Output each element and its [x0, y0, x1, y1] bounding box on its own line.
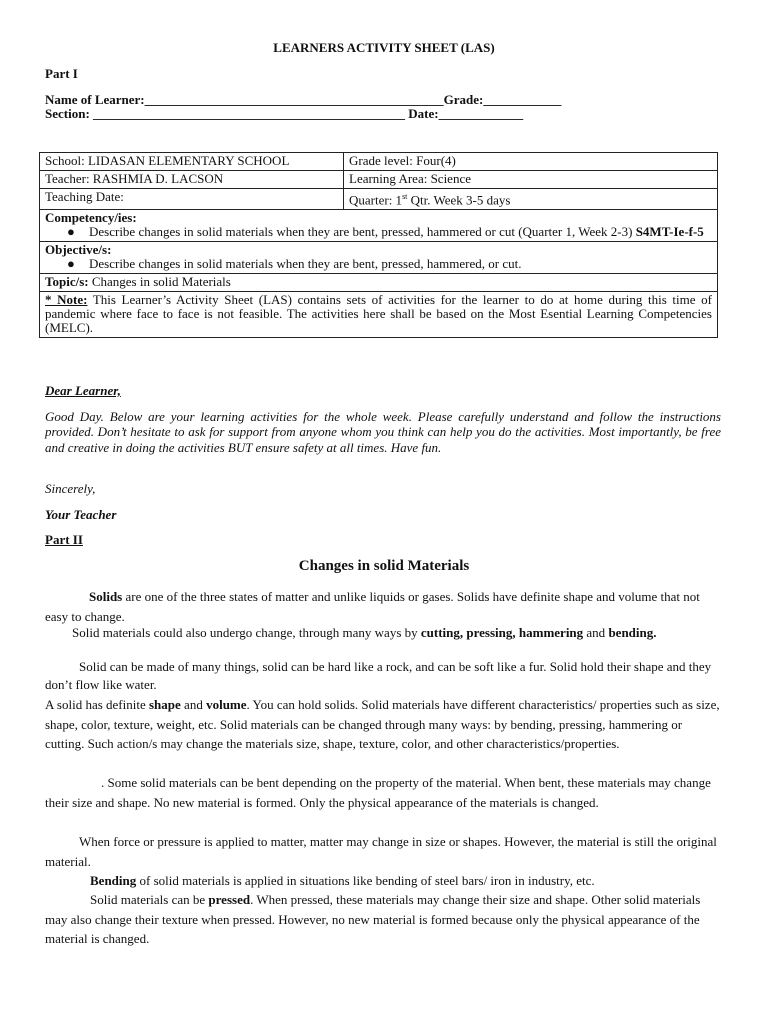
name-grade-line	[45, 92, 561, 107]
paragraph-bent: . Some solid materials can be bent depending on the property of the material. When bent, these materials may change their size and shape. No new material is formed. Only the physical appearance of the materials is changed.	[45, 775, 711, 810]
bullet-icon: ●	[67, 224, 75, 240]
date-field[interactable]: _____________	[438, 106, 524, 121]
table-row	[40, 242, 718, 274]
letter-signature: Your Teacher	[45, 507, 117, 522]
competency-text: Describe changes in solid materials when they are bent, pressed, hammered or cut (Quarter 1, Week 2-3) S4MT-Ie-f-5	[89, 224, 704, 240]
table-row	[40, 153, 718, 171]
part-one-heading: Part I	[45, 66, 78, 81]
topic-cell	[40, 274, 718, 292]
section-date-line	[45, 106, 523, 121]
note-text: This Learner’s Activity Sheet (LAS) contains sets of activities for the learner to do at home during this time of pandemic where face to face is not feasible. The activities here shall be based on the Most Esential Learning Competencies (MELC).	[45, 292, 712, 336]
table-row	[40, 171, 718, 189]
table-row	[40, 274, 718, 292]
quarter-suffix: Qtr. Week 3-5 days	[407, 192, 511, 208]
grade-level-cell: Grade level: Four(4)	[344, 153, 718, 171]
competency-code: S4MT-Ie-f-5	[635, 224, 704, 240]
letter-salutation: Dear Learner,	[45, 383, 121, 398]
date-label: Date:	[408, 106, 439, 121]
school-cell: School: LIDASAN ELEMENTARY SCHOOL	[40, 153, 344, 171]
paragraph-solids: Solids are one of the three states of matter and unlike liquids or gases. Solids have definite shape and volume that not easy to change.	[45, 589, 700, 624]
objective-text: Describe changes in solid materials when they are bent, pressed, hammered, or cut.	[89, 256, 522, 272]
grade-label: Grade:	[443, 92, 484, 107]
objective-cell	[40, 242, 718, 274]
paragraph-definite-shape: A solid has definite shape and volume. You can hold solids. Solid materials have different characteristics/ properties such as size, shape, color, texture, weight, etc. Solid materials can be changed through many ways: by bending, pressing, hammering or cutting. Such action/s may change the materials size, shape, texture, color, and other characteristics/properties.	[45, 697, 720, 751]
sheet-title: LEARNERS ACTIVITY SHEET (LAS)	[273, 40, 495, 55]
paragraph-made-of: Solid can be made of many things, solid can be hard like a rock, and can be soft like a fur. Solid hold their shape and they don’t flow like water.	[45, 659, 712, 692]
table-row	[40, 189, 718, 210]
name-label: Name of Learner:	[45, 92, 145, 107]
note-cell	[40, 292, 718, 338]
info-table	[39, 152, 718, 338]
competency-cell	[40, 210, 718, 242]
name-field[interactable]: ______________________________________________	[144, 92, 444, 107]
grade-field[interactable]: ____________	[483, 92, 562, 107]
section-title: Changes in solid Materials	[298, 558, 470, 574]
table-row	[40, 210, 718, 242]
topic-label: Topic/s:	[45, 274, 89, 290]
topic-text: Changes in solid Materials	[91, 274, 231, 290]
part-two-heading: Part II	[45, 532, 83, 547]
letter-body: Good Day. Below are your learning activities for the whole week. Please carefully understand and follow the instructions provided. Don’t hesitate to ask for support from anyone whom you think can help you do the activities. Most importantly, be free and creative in doing the activities BUT ensure safety at all times. Have fun.	[45, 409, 721, 455]
quarter-cell	[344, 189, 718, 210]
competency-label: Competency/ies:	[45, 210, 137, 226]
teacher-cell: Teacher: RASHMIA D. LACSON	[40, 171, 344, 189]
teaching-date-cell: Teaching Date:	[40, 189, 344, 210]
bullet-icon: ●	[67, 256, 75, 272]
section-field[interactable]: ________________________________________________	[93, 106, 406, 121]
objective-item	[45, 257, 712, 271]
paragraph-bending: Bending of solid materials is applied in situations like bending of steel bars/ iron in industry, etc.	[90, 873, 595, 888]
section-label: Section:	[45, 106, 90, 121]
paragraph-pressed: Solid materials can be pressed. When pressed, these materials may change their size and shape. Other solid materials may also change their texture when pressed. However, no new material is formed because only the physical appearance of the material is changed.	[45, 892, 701, 946]
letter-closing: Sincerely,	[45, 481, 96, 496]
table-row	[40, 292, 718, 338]
competency-item	[45, 225, 712, 239]
paragraph-ways: Solid materials could also undergo change, through many ways by cutting, pressing, hammering and bending.	[72, 625, 657, 640]
quarter-superscript: st	[402, 192, 408, 201]
note-label: * Note:	[45, 292, 88, 308]
quarter-prefix: Quarter: 1	[349, 192, 403, 208]
learning-area-cell: Learning Area: Science	[344, 171, 718, 189]
paragraph-force: When force or pressure is applied to matter, matter may change in size or shapes. However, the material is still the original material.	[45, 834, 717, 869]
objective-label: Objective/s:	[45, 242, 112, 258]
